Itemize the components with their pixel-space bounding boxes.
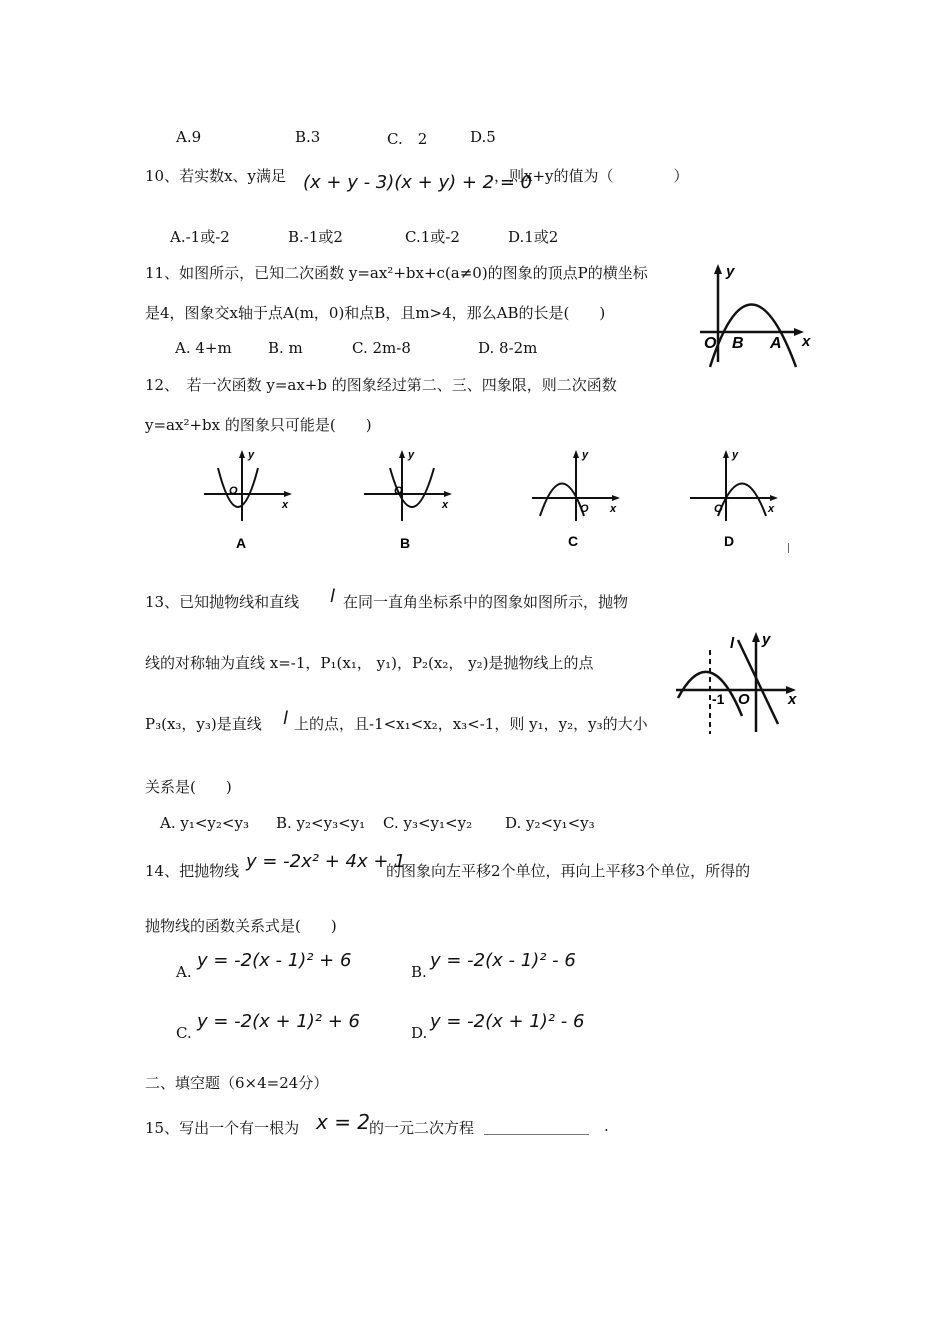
tick-mark xyxy=(788,543,789,553)
q14-option-c-expr: y = -2(x + 1)² + 6 xyxy=(197,1011,360,1032)
q9-option-a: A.9 xyxy=(176,128,202,146)
q14-prefix: 14、把抛物线 xyxy=(145,862,240,880)
q15-suffix: 的一元二次方程 xyxy=(369,1119,475,1137)
q12-graph-c xyxy=(528,446,628,556)
q13-figure-y: y xyxy=(762,631,771,648)
q14-option-b-expr: y = -2(x - 1)² - 6 xyxy=(430,950,576,971)
q12-line2: y=ax²+bx 的图象只可能是( ) xyxy=(145,416,372,434)
q12-line1: 12、 若一次函数 y=ax+b 的图象经过第二、三、四象限，则二次函数 xyxy=(145,376,617,394)
q15-end: . xyxy=(604,1117,609,1135)
q15-equation: x = 2 xyxy=(316,1110,371,1134)
q12-d-y: y xyxy=(732,449,739,461)
q12-b-x: x xyxy=(442,499,449,511)
q11-option-d: D. 8-2m xyxy=(478,339,538,357)
q11-option-b: B. m xyxy=(268,339,303,357)
q12-d-o: O xyxy=(714,503,723,515)
q13-line2: 线的对称轴为直线 x=-1，P₁(x₁， y₁)，P₂(x₂， y₂)是抛物线上的点 xyxy=(145,654,594,672)
q10-option-a: A.-1或-2 xyxy=(170,228,230,246)
section-2-title: 二、填空题（6×4=24分） xyxy=(145,1074,329,1092)
q9-option-d: D.5 xyxy=(470,128,496,146)
q11-figure-x: x xyxy=(802,333,811,350)
q11-option-a: A. 4+m xyxy=(175,339,232,357)
q10-option-b: B.-1或2 xyxy=(288,228,343,246)
q13-figure-x: x xyxy=(788,691,797,708)
q13-figure-o: O xyxy=(738,691,750,708)
q14-option-d-letter: D. xyxy=(411,1024,428,1042)
q12-d-x: x xyxy=(768,503,775,515)
q13-option-a: A. y₁<y₂<y₃ xyxy=(160,814,249,832)
q14-line2: 抛物线的函数关系式是( ) xyxy=(145,917,337,935)
q9-option-c: C. 2 xyxy=(387,130,428,148)
q14-option-a-letter: A. xyxy=(176,963,192,981)
q13-option-c: C. y₃<y₁<y₂ xyxy=(383,814,473,832)
q13-l-symbol-2: l xyxy=(283,708,289,729)
q12-b-label: B xyxy=(400,535,411,551)
q13-option-b: B. y₂<y₃<y₁ xyxy=(276,814,366,832)
q12-graph-b xyxy=(360,446,460,556)
q12-c-o: O xyxy=(580,503,589,515)
q12-c-y: y xyxy=(582,449,589,461)
q15-blank[interactable]: ______________ xyxy=(484,1117,589,1135)
q13-line1b: 在同一直角坐标系中的图象如图所示，抛物 xyxy=(343,593,629,611)
q11-line2: 是4，图象交x轴于点A(m，0)和点B，且m>4，那么AB的长是( ) xyxy=(145,304,606,322)
q10-option-d: D.1或2 xyxy=(508,228,559,246)
q12-graph-d xyxy=(686,446,786,556)
q13-line1a: 13、已知抛物线和直线 xyxy=(145,593,300,611)
q13-l-symbol: l xyxy=(330,586,336,607)
q13-line3a: P₃(x₃，y₃)是直线 xyxy=(145,715,262,733)
q13-figure-minus1: -1 xyxy=(712,691,725,707)
q14-suffix: 的图象向左平移2个单位，再向上平移3个单位，所得的 xyxy=(386,862,751,880)
q12-a-x: x xyxy=(282,499,289,511)
q13-option-d: D. y₂<y₁<y₃ xyxy=(505,814,595,832)
q10-prefix: 10、若实数x、y满足 xyxy=(145,167,287,185)
q14-option-a-expr: y = -2(x - 1)² + 6 xyxy=(197,950,352,971)
q14-option-c-letter: C. xyxy=(176,1024,192,1042)
q12-a-o: O xyxy=(229,485,238,497)
q13-line3b: 上的点，且-1<x₁<x₂，x₃<-1，则 y₁，y₂，y₃的大小 xyxy=(294,715,648,733)
q12-c-x: x xyxy=(610,503,617,515)
q12-c-label: C xyxy=(568,533,579,549)
q10-suffix: ，则x+y的值为（ ） xyxy=(494,167,689,185)
q11-figure xyxy=(698,262,813,372)
q11-figure-b: B xyxy=(732,335,744,352)
q11-figure-o: O xyxy=(704,335,717,352)
q13-figure-l: l xyxy=(730,635,735,652)
q15-prefix: 15、写出一个有一根为 xyxy=(145,1119,300,1137)
q14-equation: y = -2x² + 4x + 1 xyxy=(246,851,406,872)
q13-line4: 关系是( ) xyxy=(145,778,232,796)
q10-option-c: C.1或-2 xyxy=(405,228,460,246)
q9-option-b: B.3 xyxy=(295,128,321,146)
q10-equation: (x + y - 3)(x + y) + 2 = 0 xyxy=(303,172,533,193)
q12-graph-a xyxy=(200,446,300,556)
q11-option-c: C. 2m-8 xyxy=(352,339,411,357)
q12-a-label: A xyxy=(236,535,247,551)
q12-b-o: O xyxy=(394,485,403,497)
q12-d-label: D xyxy=(724,533,735,549)
q12-a-y: y xyxy=(248,449,255,461)
q14-option-b-letter: B. xyxy=(411,963,427,981)
q11-line1: 11、如图所示，已知二次函数 y=ax²+bx+c(a≠0)的图象的顶点P的横坐标 xyxy=(145,264,648,282)
q13-figure xyxy=(672,628,807,736)
q11-figure-a: A xyxy=(770,335,782,352)
q12-b-y: y xyxy=(408,449,415,461)
q11-figure-y: y xyxy=(726,263,735,280)
q14-option-d-expr: y = -2(x + 1)² - 6 xyxy=(430,1011,585,1032)
